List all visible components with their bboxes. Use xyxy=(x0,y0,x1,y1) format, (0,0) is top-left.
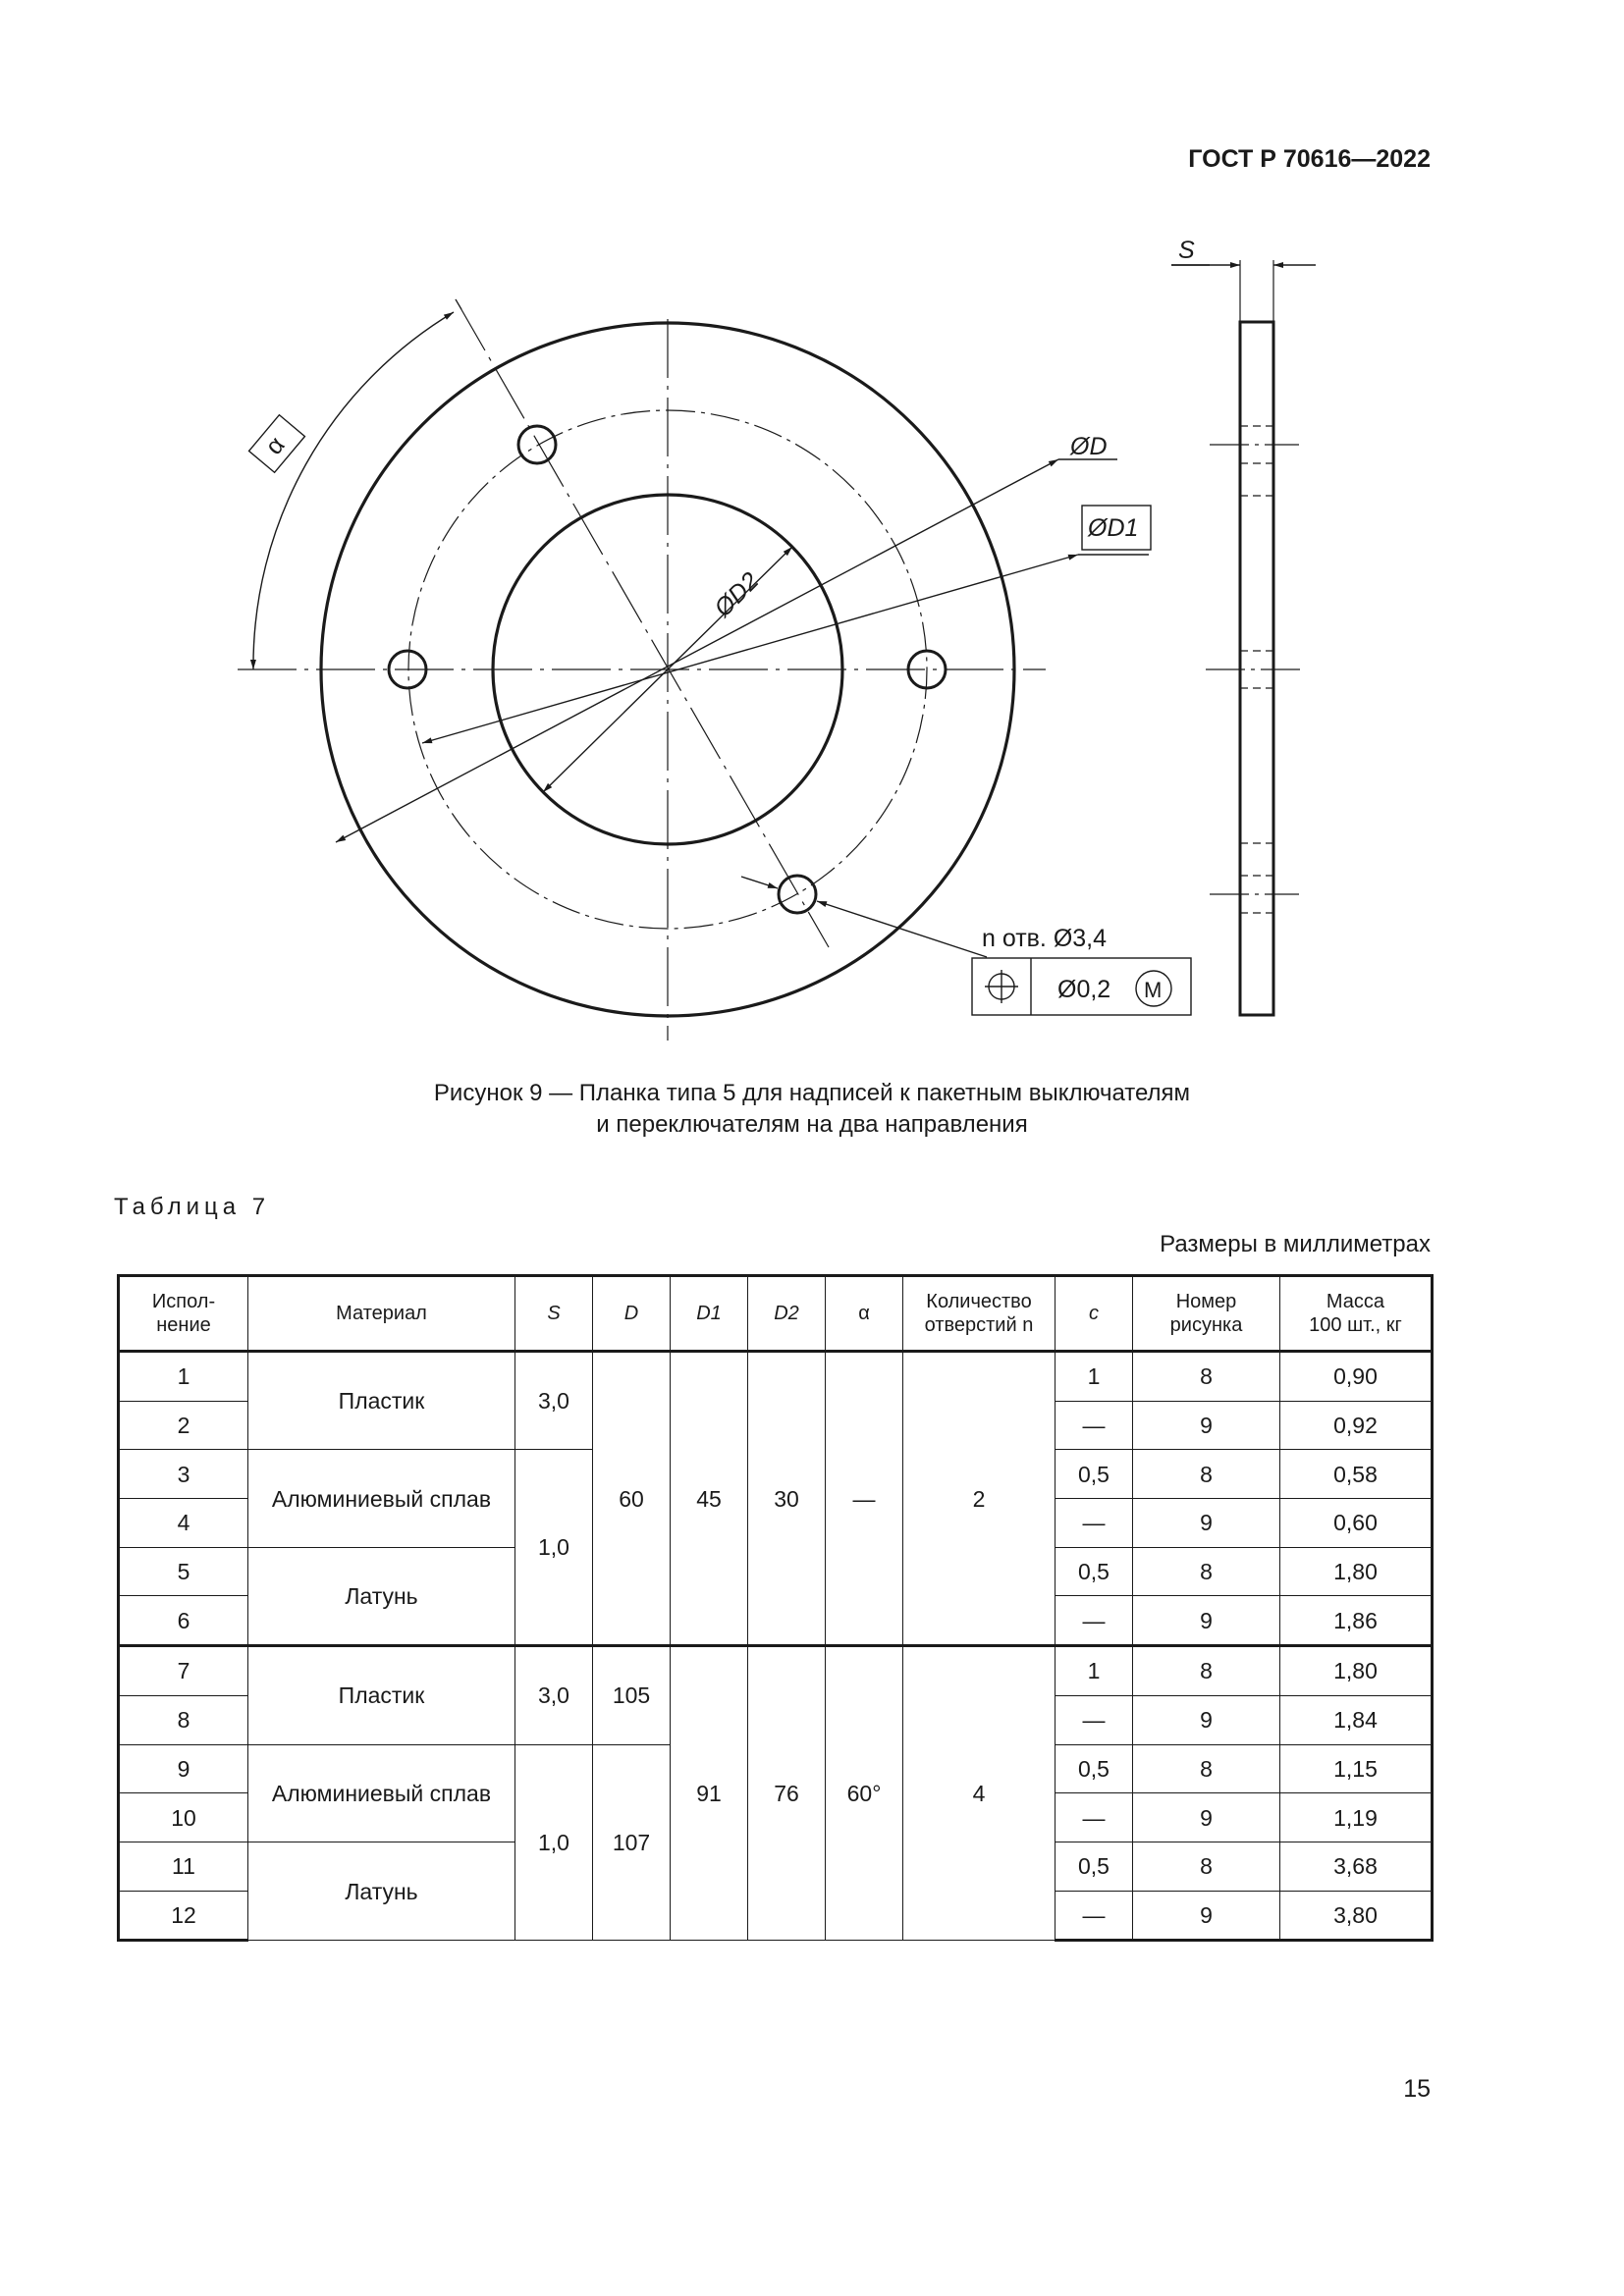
cell-fig: 8 xyxy=(1133,1842,1280,1891)
cell-alpha: — xyxy=(826,1352,903,1646)
cell-c: — xyxy=(1056,1499,1133,1548)
cell-no: 6 xyxy=(119,1596,248,1646)
cell-d: 60 xyxy=(593,1352,671,1646)
cell-mass: 0,90 xyxy=(1280,1352,1433,1402)
header-s: S xyxy=(515,1276,593,1352)
table-row xyxy=(119,1646,1433,1696)
cell-mass: 1,80 xyxy=(1280,1547,1433,1596)
cell-no: 9 xyxy=(119,1744,248,1793)
d-label: ØD xyxy=(1070,433,1108,460)
cell-c: — xyxy=(1056,1596,1133,1646)
caption-line-1: Рисунок 9 — Планка типа 5 для надписей к пакетным выключателям xyxy=(433,1080,1191,1106)
cell-mass: 1,86 xyxy=(1280,1596,1433,1646)
cell-mass: 0,60 xyxy=(1280,1499,1433,1548)
alpha-label: α xyxy=(259,431,291,460)
header-d2: D2 xyxy=(748,1276,826,1352)
technical-drawing xyxy=(0,0,1624,1060)
header-d1: D1 xyxy=(671,1276,748,1352)
cell-no: 3 xyxy=(119,1450,248,1499)
cell-d: 107 xyxy=(593,1744,671,1941)
s-label: S xyxy=(1178,237,1195,264)
cell-mass: 0,92 xyxy=(1280,1401,1433,1450)
cell-mass: 3,68 xyxy=(1280,1842,1433,1891)
cell-fig: 8 xyxy=(1133,1547,1280,1596)
cell-d1: 91 xyxy=(671,1646,748,1941)
cell-fig: 9 xyxy=(1133,1401,1280,1450)
cell-material: Пластик xyxy=(248,1352,515,1450)
hole-leader xyxy=(817,901,987,957)
cell-material: Пластик xyxy=(248,1646,515,1744)
cell-fig: 9 xyxy=(1133,1499,1280,1548)
cell-c: — xyxy=(1056,1401,1133,1450)
cell-mass: 0,58 xyxy=(1280,1450,1433,1499)
figure-caption xyxy=(0,1078,1624,1141)
cell-material: Латунь xyxy=(248,1842,515,1940)
table-header-row xyxy=(119,1276,1433,1352)
cell-c: 1 xyxy=(1056,1352,1133,1402)
cell-fig: 8 xyxy=(1133,1352,1280,1402)
cell-no: 7 xyxy=(119,1646,248,1696)
header-c: c xyxy=(1056,1276,1133,1352)
cell-no: 2 xyxy=(119,1401,248,1450)
hole-top xyxy=(518,426,556,463)
d1-label: ØD1 xyxy=(1088,514,1139,542)
table-row xyxy=(119,1352,1433,1402)
standard-code: ГОСТ Р 70616—2022 xyxy=(1188,145,1431,173)
modifier-label: M xyxy=(1144,978,1163,1002)
cell-d: 105 xyxy=(593,1646,671,1744)
tolerance-value: Ø0,2 xyxy=(1057,976,1111,1003)
cell-alpha: 60° xyxy=(826,1646,903,1941)
cell-fig: 9 xyxy=(1133,1596,1280,1646)
cell-material: Алюминиевый сплав xyxy=(248,1450,515,1547)
cell-c: — xyxy=(1056,1695,1133,1744)
header-execution: Испол- нение xyxy=(119,1276,248,1352)
cell-c: 0,5 xyxy=(1056,1842,1133,1891)
cell-mass: 1,84 xyxy=(1280,1695,1433,1744)
d2-label: ØD2 xyxy=(709,566,765,622)
cell-holes: 2 xyxy=(903,1352,1056,1646)
cell-c: 1 xyxy=(1056,1646,1133,1696)
cell-fig: 9 xyxy=(1133,1891,1280,1941)
cell-c: — xyxy=(1056,1793,1133,1842)
cell-no: 5 xyxy=(119,1547,248,1596)
cell-c: 0,5 xyxy=(1056,1744,1133,1793)
page-number: 15 xyxy=(1403,2075,1431,2103)
caption-line-2: и переключателям на два направления xyxy=(596,1111,1028,1138)
cell-fig: 8 xyxy=(1133,1646,1280,1696)
cell-fig: 8 xyxy=(1133,1450,1280,1499)
cell-mass: 3,80 xyxy=(1280,1891,1433,1941)
cell-no: 4 xyxy=(119,1499,248,1548)
cell-material: Алюминиевый сплав xyxy=(248,1744,515,1842)
table-title: Таблица 7 xyxy=(114,1194,271,1220)
cell-c: — xyxy=(1056,1891,1133,1941)
cell-no: 10 xyxy=(119,1793,248,1842)
header-holes: Количество отверстий n xyxy=(903,1276,1056,1352)
cell-c: 0,5 xyxy=(1056,1547,1133,1596)
header-d: D xyxy=(593,1276,671,1352)
cell-fig: 9 xyxy=(1133,1695,1280,1744)
cell-s: 3,0 xyxy=(515,1646,593,1744)
diagonal-center-line xyxy=(456,299,829,947)
cell-fig: 8 xyxy=(1133,1744,1280,1793)
cell-material: Латунь xyxy=(248,1547,515,1645)
cell-mass: 1,15 xyxy=(1280,1744,1433,1793)
units-note: Размеры в миллиметрах xyxy=(1160,1231,1431,1257)
d-leader xyxy=(336,459,1058,842)
cell-mass: 1,19 xyxy=(1280,1793,1433,1842)
cell-s: 1,0 xyxy=(515,1744,593,1941)
header-alpha: α xyxy=(826,1276,903,1352)
cell-s: 1,0 xyxy=(515,1450,593,1646)
cell-no: 11 xyxy=(119,1842,248,1891)
holes-label: n отв. Ø3,4 xyxy=(982,925,1108,952)
cell-d2: 30 xyxy=(748,1352,826,1646)
spec-table xyxy=(117,1274,1434,1942)
header-material: Материал xyxy=(248,1276,515,1352)
alpha-arc xyxy=(253,312,454,669)
cell-mass: 1,80 xyxy=(1280,1646,1433,1696)
cell-c: 0,5 xyxy=(1056,1450,1133,1499)
header-figure-no: Номер рисунка xyxy=(1133,1276,1280,1352)
cell-no: 1 xyxy=(119,1352,248,1402)
cell-holes: 4 xyxy=(903,1646,1056,1941)
header-mass: Масса 100 шт., кг xyxy=(1280,1276,1433,1352)
cell-fig: 9 xyxy=(1133,1793,1280,1842)
cell-s: 3,0 xyxy=(515,1352,593,1450)
cell-d2: 76 xyxy=(748,1646,826,1941)
cell-no: 12 xyxy=(119,1891,248,1941)
cell-no: 8 xyxy=(119,1695,248,1744)
cell-d1: 45 xyxy=(671,1352,748,1646)
